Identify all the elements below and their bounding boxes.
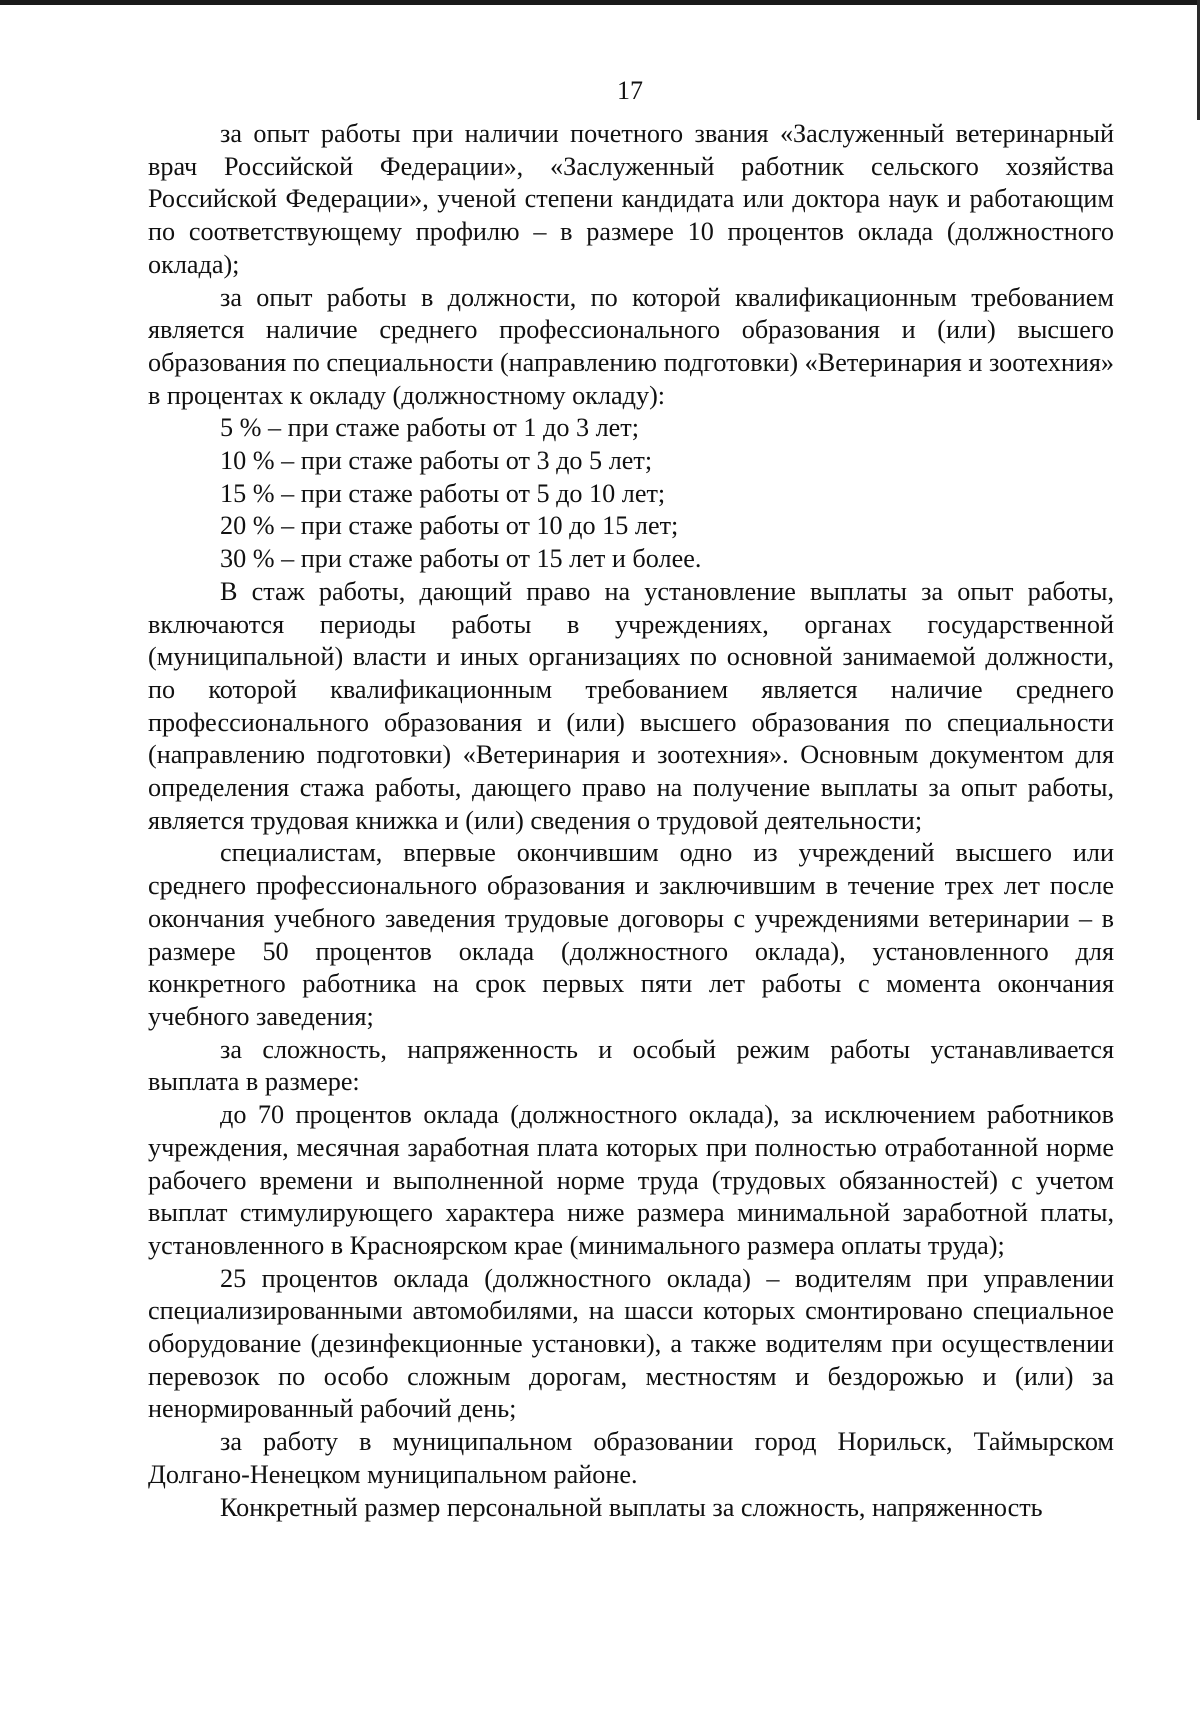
list-item-30-percent: 30 % – при стаже работы от 15 лет и более. — [220, 544, 702, 574]
paragraph-experience-position: за опыт работы в должности, по которой квалификационным требованием является наличие среднего профессионального образования и (или) высшего образования по специальности (направлению подготовки) «Ветеринария и зоотехния» в процентах к окладу (должностному окладу): — [148, 282, 1114, 410]
list-item-10-percent: 10 % – при стаже работы от 3 до 5 лет; — [220, 446, 653, 476]
paragraph-up-to-70: до 70 процентов оклада (должностного оклада), за исключением работников учреждения, месячная заработная плата которых при полностью отработанной норме рабочего времени и выполненной норме труда (трудовых обязанностей) с учетом выплат стимулирующего характера ниже размера минимальной заработной платы, установленного в Красноярском крае (минимального размера оплаты труда); — [148, 1100, 1114, 1260]
paragraph-honorary-title: за опыт работы при наличии почетного звания «Заслуженный ветеринарный врач Российской Федерации», «Заслуженный работник сельского хозяйства Российской Федерации», ученой степени кандидата или доктора наук и работающим по соответствующему профилю – в размере 10 процентов оклада (должностного оклада); — [148, 119, 1114, 279]
scan-top-edge — [0, 0, 1200, 5]
list-item-15-percent: 15 % – при стаже работы от 5 до 10 лет; — [220, 478, 666, 508]
paragraph-specific-amount: Конкретный размер персональной выплаты за сложность, напряженность — [220, 1492, 1043, 1522]
paragraph-graduates: специалистам, впервые окончившим одно из учреждений высшего или среднего профессионального образования и заключившим в течение трех лет после окончания учебного заведения трудовые договоры с учреждениями ветеринарии – в размере 50 процентов оклада (должностного оклада), установленного для конкретного работника на срок первых пяти лет работы с момента окончания учебного заведения; — [148, 838, 1114, 1031]
list-item-20-percent: 20 % – при стаже работы от 10 до 15 лет; — [220, 511, 679, 541]
paragraph-work-experience: В стаж работы, дающий право на установление выплаты за опыт работы, включаются периоды работы в учреждениях, органах государственной (муниципальной) власти и иных организациях по основной занимаемой должности, по которой квалификационным требованием является наличие среднего профессионального образования и (или) высшего образования по специальности (направлению подготовки) «Ветеринария и зоотехния». Основным документом для определения стажа работы, дающего право на получение выплаты за опыт работы, является трудовая книжка и (или) сведения о трудовой деятельности; — [148, 576, 1114, 835]
paragraph-complexity: за сложность, напряженность и особый режим работы устанавливается выплата в размере: — [148, 1034, 1114, 1097]
paragraph-drivers-25: 25 процентов оклада (должностного оклада) – водителям при управлении специализированными автомобилями, на шасси которых смонтировано специальное оборудование (дезинфекционные установки), а также водителям при осуществлении перевозок по особо сложным дорогам, местностям и бездорожью и (или) за ненормированный рабочий день; — [148, 1263, 1114, 1424]
list-item-5-percent: 5 % – при стаже работы от 1 до 3 лет; — [220, 413, 640, 443]
document-body — [148, 118, 1114, 1524]
page-number: 17 — [617, 76, 643, 105]
paragraph-norilsk: за работу в муниципальном образовании город Норильск, Таймырском Долгано-Ненецком муниципальном районе. — [148, 1427, 1114, 1489]
